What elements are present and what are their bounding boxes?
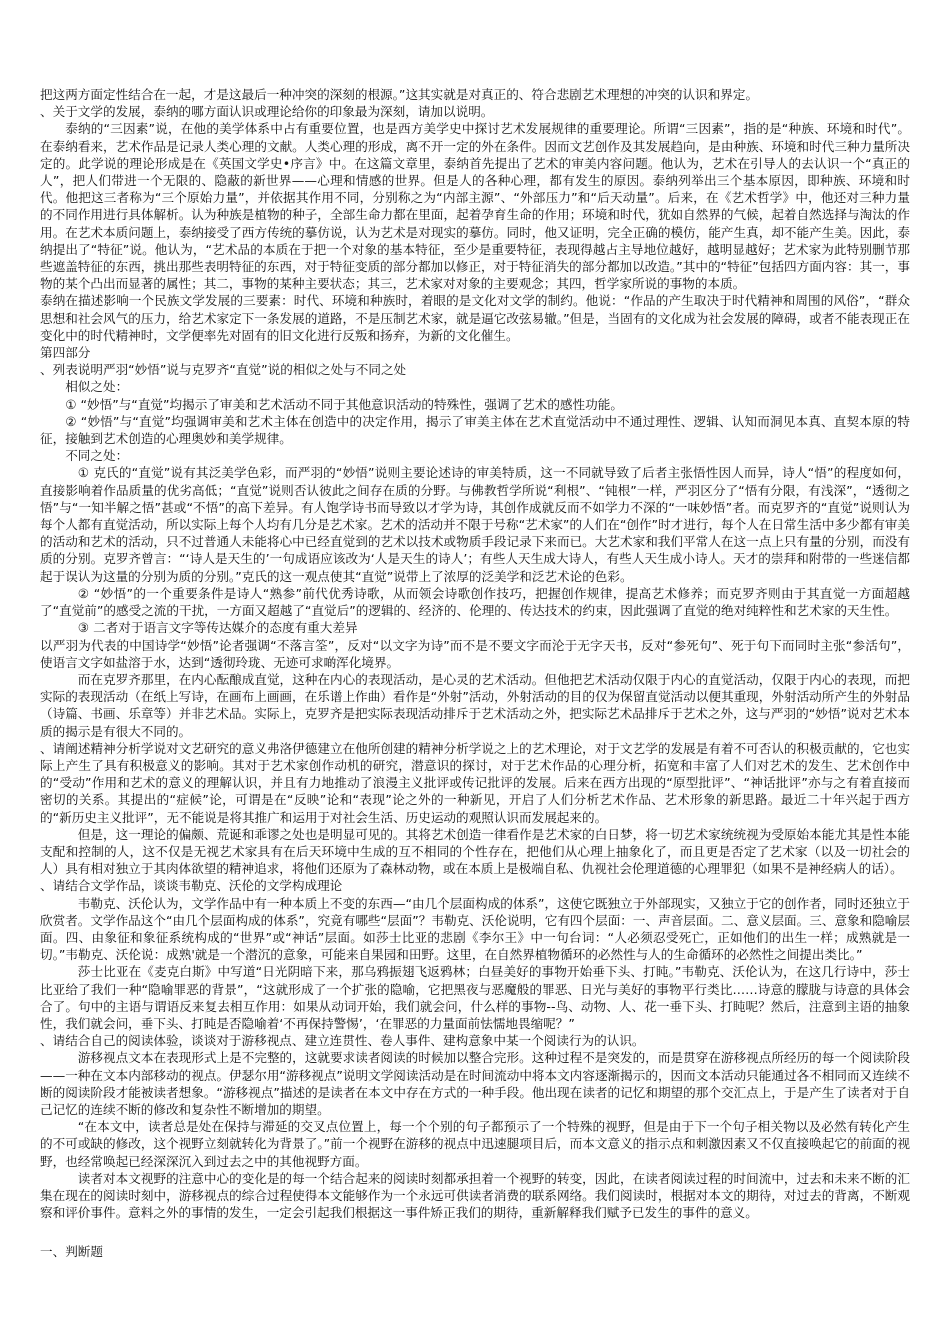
list-item: ② “妙悟”的一个重要条件是诗人“熟参”前代优秀诗歌，从而领会诗歌创作技巧，把握创作规律，提高艺术修养；而克罗齐则由于其直觉一方面超越了“直觉前”的感受之流的干扰，一方面又超越了“直觉后”的逻辑的、经济的、伦理的、传达技术的约束，因此强调了直觉的绝对纯粹性和艺术家的天生性。 xyxy=(40,585,910,619)
paragraph: 但是，这一理论的偏颇、荒诞和乖谬之处也是明显可见的。其将艺术创造一律看作是艺术家的白日梦，将一切艺术家统统视为受原始本能尤其是性本能支配和控制的人，这不仅是无视艺术家具有在后天环境中生成的互不相同的个性存在，把他们从心理上抽象化了，而且更是否定了艺术家（以及一切社会的人）具有相对独立于其肉体欲望的精神追求，将他们还原为了森林动物，或在本质上是极端自私、仇视社会伦理道德的心理罪犯（如果不是神经病人的话）。 xyxy=(40,826,910,877)
paragraph: 把这两方面定性结合在一起，才是这最后一种冲突的深刻的根源。”这其实就是对真正的、符合悲剧艺术理想的冲突的认识和界定。 xyxy=(40,87,759,102)
list-item: ① “妙悟”与“直觉”均揭示了审美和艺术活动不同于其他意识活动的特殊性，强调了艺术的感性功能。 xyxy=(65,396,623,412)
question-heading: 、请结合文学作品，谈谈韦勒克、沃伦的文学构成理论 xyxy=(40,878,343,894)
paragraph: 而在克罗齐那里，在内心酝酿成直觉，这种在内心的表现活动，是心灵的艺术活动。但他把艺术活动仅限于内心的直觉活动，仅限于内心的表现，而把实际的表现活动（在纸上写诗，在画布上画画，在乐谱上作曲）看作是“外射”活动，外射活动的目的仅为保留直觉活动以便其重现，外射活动所产生的外射品（诗篇、书画、乐章等）并非艺术品。实际上，克罗齐是把实际表现活动排斥于艺术活动之外，把实际艺术品排斥于艺术之外，这与严羽的“妙悟”说对艺术本质的揭示是有很大不同的。 xyxy=(40,671,910,739)
list-item: ③ 二者对于语言文字等传达媒介的态度有重大差异 xyxy=(77,620,358,636)
subheading: 不同之处： xyxy=(65,448,129,464)
question-heading: 、列表说明严羽“妙悟”说与克罗齐“直觉”说的相似之处与不同之处 xyxy=(40,362,407,378)
section-heading: 第四部分 xyxy=(40,345,91,361)
paragraph: 泰纳的“三因素”说，在他的美学体系中占有重要位置，也是西方美学史中探讨艺术发展规律的重要理论。所谓“三因素”，指的是“种族、环境和时代”。在泰纳看来，艺术作品是记录人类心理的文献。人类心理的形成，离不开一定的外在条件。因而文艺创作及其发展趋向，是由种族、环境和时代三种力量所决定的。此学说的理论形成是在《英国文学史•序言》中。在这篇文章里，泰纳首先提出了艺术的审美内容问题。他认为，艺术在引导人的去认识一个“真正的人”，把人们带进一个无限的、隐蔽的新世界——心理和情感的世界。但是人的各种心理，都有发生的原因。泰纳列举出三个基本原因，即种族、环境和时代。他把这三者称为“三个原始力量”，并依据其作用不同，分别称之为“内部主源”、“外部压力”和“后天动量”。后来，在《艺术哲学》中，他还对三种力量的不同作用进行具体解析。认为种族是植物的种子，全部生命力都在里面，起着孕育生命的作用；环境和时代，犹如自然界的气候，起着自然选择与淘汰的作用。在艺术本质问题上，泰纳接受了西方传统的摹仿说，认为艺术是对现实的摹仿。同时，他又证明，完全正确的模仿，能产生真，却不能产生美。因此，泰纳提出了“特征”说。他认为，“艺术品的本质在于把一个对象的基本特征，至少是重要特征，表现得越占主导地位越好，越明显越好；艺术家为此特别删节那些遮盖特征的东西，挑出那些表明特征的东西，对于特征变质的部分都加以修正，对于特征消失的部分都加以改造。”其中的“特征”包括四方面内容：其一，事物的某个凸出而显著的属性；其二，事物的某种主要状态；其三，艺术家对对象的主要观念；其四，哲学家所说的事物的本质。 xyxy=(40,121,910,292)
spacer xyxy=(40,1221,910,1243)
subheading: 相似之处： xyxy=(65,379,129,395)
question-heading: 、请结合自己的阅读体验，谈谈对于游移视点、建立连贯性、卷人事件、建构意象中某一个阅读行为的认识。 xyxy=(40,1033,645,1049)
question-heading: 、关于文学的发展，泰纳的哪方面认识或理论给你的印象最为深刻，请加以说明。 xyxy=(40,104,494,120)
list-item: ① 克氏的“直觉”说有其泛美学色彩，而严羽的“妙悟”说则主要论述诗的审美特质，这一不同就导致了后者主张悟性因人而异，诗人“悟”的程度如何，直接影响着作品质量的优劣高低；“直觉”说则否认彼此之间存在质的分野。与佛教哲学所说“利根”、“钝根”一样，严羽区分了“悟有分限，有浅深”，“透彻之悟”与“一知半解之悟”甚或“不悟”的高下差异。有人饱学诗书而导致以才学为诗，其创作成就反而不如学力不深的“一味妙悟”者。而克罗齐的“直觉”说则认为每个人都有直觉活动，所以实际上每个人均有几分是艺术家。艺术的活动并不限于号称“艺术家”的人们在“创作”时才进行，每个人在日常生活中多少都有审美的活动和艺术的活动，只不过普通人未能将心中已经直觉到的艺术以技术或物质手段记录下来而已。大艺术家和我们平常人在这一点上只有量的分别，而没有质的分别。克罗齐曾言：“‘诗人是天生的’一句成语应该改为‘人是天生的诗人’；有些人天生成大诗人，有些人天生成小诗人。天才的崇拜和附带的一些迷信都起于误认为这量的分别为质的分别。”克氏的这一观点使其“直觉”说带上了浓厚的泛美学和泛艺术论的色彩。 xyxy=(40,465,910,584)
paragraph: 莎士比亚在《麦克白斯》中写道“日光阴暗下来，那乌鸦振翅飞返鸦林；白昼美好的事物开始垂下头、打盹。”韦勒克、沃伦认为，在这几行诗中，莎士比亚给了我们一种“隐喻罪恶的背景”，“这就形成了一个扩张的隐喻，它把黑夜与恶魔般的罪恶、日光与美好的事物平行类比……诗意的朦胧与诗意的具体会合了。句中的主语与谓语反来复去相互作用：如果从动词开始，我们就会问，什么样的事物--鸟、动物、人、花一垂下头、打盹呢？然后，注意到主语的抽象性，我们就会问，垂下头、打盹是否隐喻着‘不再保持警惕’，‘在罪恶的力量面前怯懦地畏缩呢？” xyxy=(40,964,910,1031)
list-item: ② “妙悟”与“直觉”均强调审美和艺术主体在创造中的决定作用，揭示了审美主体在艺术直觉活动中不通过理性、逻辑、认知而洞见本真、直契本原的特征，接触到艺术创造的心理奥妙和美学规律。 xyxy=(40,413,910,447)
paragraph: 韦勒克、沃伦认为，文学作品中有一种本质上不变的东西—“由几个层面构成的体系”，这使它既独立于外部现实，又独立于它的创作者，同时还独立于欣赏者。文学作品这个“由几个层面构成的体系”，究竟有哪些“层面”？韦勒克、沃伦说明，它有四个层面：一、声音层面。二、意义层面。三、意象和隐喻层面。四、由象征和象征系统构成的“世界”或“神话”层面。如莎士比亚的悲剧《李尔王》中一句台词：“人必须忍受死亡，正如他们的出生一样；成熟就是一切。”韦勒克、沃伦说：成熟'就是一个潜沉的意象，可能来自果园和田野。这里，在自然界植物循环的必然性与人的生命循环的必然性之间提出类比。” xyxy=(40,895,910,963)
paragraph: “在本文中，读者总是处在保持与滞延的交叉点位置上，每一个个别的句子都预示了一个特殊的视野，但是由于下一个句子相关物以及必然有转化产生的不可或缺的修改，这个视野立刻就转化为背景了。”前一个视野在游移的视点中迅速腿项目后，而本文意义的指示点和刺激因素又不仅直接唤起它的前面的视野，也经常唤起已经深深沉入到过去之中的其他视野方面。 xyxy=(40,1119,910,1169)
section-heading: 一、判断题 xyxy=(40,1244,103,1260)
paragraph: 泰纳在描述影响一个民族文学发展的三要素：时代、环境和种族时，着眼的是文化对文学的制约。他说：“作品的产生取决于时代精神和周围的风俗”，“群众思想和社会风气的压力，给艺术家定下一条发展的道路，不是压制艺术家，就是逼它改弦易辙。”但是，当固有的文化成为社会发展的障碍，或者不能表现正在变化中的时代精神时，文学便率先对固有的旧文化进行反叛和扬弃，为新的文化催生。 xyxy=(40,293,910,343)
paragraph: 、请阐述精神分析学说对文艺研究的意义弗洛伊德建立在他所创建的精神分析学说之上的艺术理论，对于文艺学的发展是有着不可否认的积极贡献的，它也实际上产生了具有积极意义的影响。其对于艺术家创作动机的研究，潜意识的探讨，对于艺术作品的心理分析，拓宽和丰富了人们对艺术的发生、艺术创作中的“受动”作用和艺术的意义的理解认识，并且有力地推动了浪漫主义批评或传记批评的发展。后来在西方出现的“原型批评”、“神话批评”亦与之有着直接而密切的关系。其提出的“症候”论，可谓是在“反映”论和“表现”论之外的一种新见，开启了人们分析艺术作品、艺术形象的新思路。最近二十年兴起于西方的“新历史主义批评”，无不能说是将其推广和运用于对社会生活、历史运动的观照认识而发展起来的。 xyxy=(40,740,910,825)
paragraph: 游移视点文本在表现形式上是不完整的，这就要求读者阅读的时候加以整合完形。这种过程不是突发的，而是贯穿在游移视点所经历的每一个阅读阶段——一种在文本内部移动的视点。伊瑟尔用“游移视点”说明文学阅读活动是在时间流动中将本文内容逐渐揭示的，因而文本活动只能通过各不相同而又连续不断的阅读阶段才能被读者想象。“游移视点”描述的是读者在本文中存在方式的一种手段。他出现在读者的记忆和期望的那个交汇点上，于是产生了读者对于自己记忆的连续不断的修改和复杂性不断增加的期望。 xyxy=(40,1050,910,1117)
paragraph: 以严羽为代表的中国诗学“妙悟”论者强调“不落言筌”，反对“以文字为诗”而不是不要文字而沦于无字天书，反对“参死句”、死于句下而同时主张“参活句”，使语言文字如盐溶于水，达到“透彻玲珑、无迹可求啲浑化境界。 xyxy=(40,637,910,670)
paragraph: 读者对本文视野的注意中心的变化是的每一个结合起来的阅读时刻都承担着一个视野的转变，因此，在读者阅读过程的时间流中，过去和未来不断的汇集在现在的阅读时刻中，游移视点的综合过程使得本文能够作为一个永远可供读者消费的联系网络。我们阅读时，根据对本文的期待，对过去的背离，不断观察和评价事件。意料之外的事情的发生，一定会引起我们根据这一事件矫正我们的期待，重新解释我们赋予已发生的事件的意义。 xyxy=(40,1170,910,1221)
